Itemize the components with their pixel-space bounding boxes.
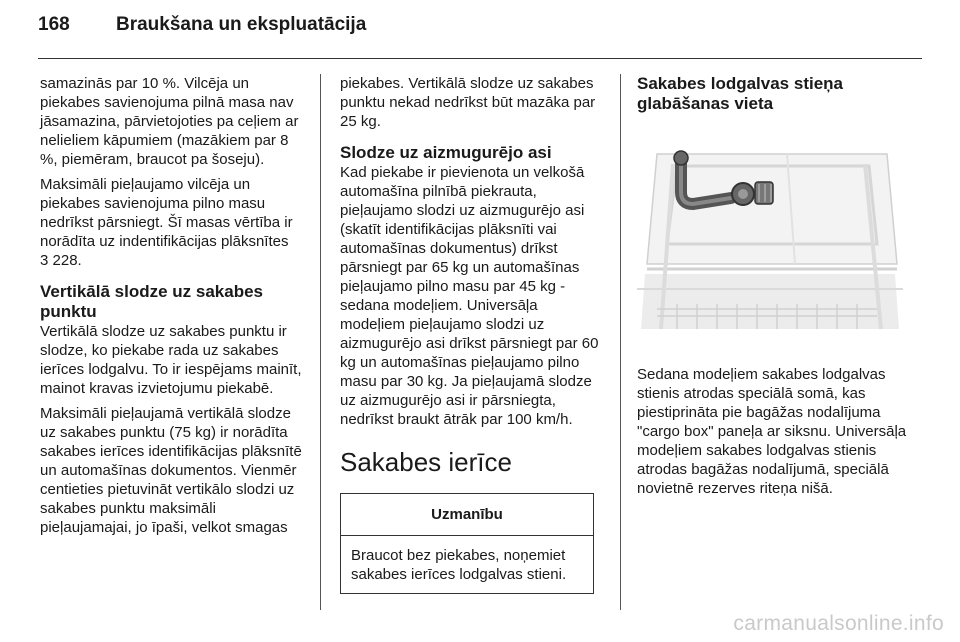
paragraph: Vertikālā slodze uz sakabes punktu ir slodze, ko piekabe rada uz sakabes ierīces lodgalvu. To ir iespējams mainīt, mainot kravas izvietojumu piekabē. [40,323,302,397]
column-2 [340,74,606,594]
paragraph: Kad piekabe ir pievienota un velkošā automašīna pilnībā piekrauta, pieļaujamo slodzi uz aizmugurējo asi (skatīt identifikācijas plāksnīti vai automašīnas dokumentus) drīkst pārsniegt par 65 kg un automašīnas pieļaujamo pilno masu par 45 kg - sedana modeļiem. Universāļa modeļiem pieļaujamo slodzi uz aizmugurējo asi drīkst pārsniegt par 60 kg un automašīnas pieļaujamo pilno masu par 30 kg. Ja pieļaujamā slodze uz aizmugurējo asi ir pārsniegta, nedrīkst braukt ātrāk par 100 km/h. [340,164,599,428]
page-header [38,14,366,54]
watermark: carmanualsonline.info [733,612,944,635]
column-1 [40,74,304,543]
section-title: Sakabes ierīce [340,447,512,477]
caution-title: Uzmanību [341,494,593,536]
page-number: 168 [38,14,70,35]
paragraph: Sedana modeļiem sakabes lodgalvas stienis atrodas speciālā somā, kas piestiprināta pie bagāžas nodalījuma "cargo box" paneļa ar siksnu. Universāļa modeļiem sakabes lodgalvas stienis atrodas bagāžas nodalījumā, speciālā novietnē rezerves riteņa nišā. [637,366,907,497]
subheading-rear-axle-load: Slodze uz aizmugurējo asi [340,143,552,162]
paragraph: samazinās par 10 %. Vilcēja un piekabes savienojuma pilnā masa nav jāsamazina, pārvietojoties pa ceļiem ar nelieliem kāpumiem (mazākiem par 8 %, piemēram, braucot pa šoseju). [40,75,299,168]
trunk-illustration [637,124,903,346]
caution-box [340,493,594,594]
subheading-storage-location: Sakabes lodgalvas stieņa glabāšanas vieta [637,74,843,113]
column-divider [320,74,321,610]
column-divider [620,74,621,610]
page-reference-link[interactable]: 3 228. [40,252,82,269]
paragraph: Maksimāli pieļaujamā vertikālā slodze uz sakabes punktu (75 kg) ir norādīta sakabes ierīces identifikācijas plāksnītē un automašīnas dokumentos. Vienmēr centieties pietuvināt vertikālo slodzi uz sakabes punktu maksimāli pieļaujamajai, jo īpaši, velkot smagas [40,405,302,536]
caution-text: Braucot bez piekabes, noņemiet sakabes ierīces lodgalvas stieni. [351,547,567,583]
column-3 [637,74,913,504]
chapter-title: Braukšana un ekspluatācija [116,14,367,35]
subheading-vertical-load: Vertikālā slodze uz sakabes punktu [40,282,264,321]
paragraph [40,175,304,270]
paragraph: piekabes. Vertikālā slodze uz sakabes punktu nekad nedrīkst būt mazāka par 25 kg. [340,75,596,130]
paragraph-text: Maksimāli pieļaujamo vilcēja un piekabes savienojuma pilno masu nedrīkst pārsniegt. Šī masas vērtība ir norādīta uz indentifikācijas plāksnītes [40,176,293,250]
header-rule [38,58,922,59]
